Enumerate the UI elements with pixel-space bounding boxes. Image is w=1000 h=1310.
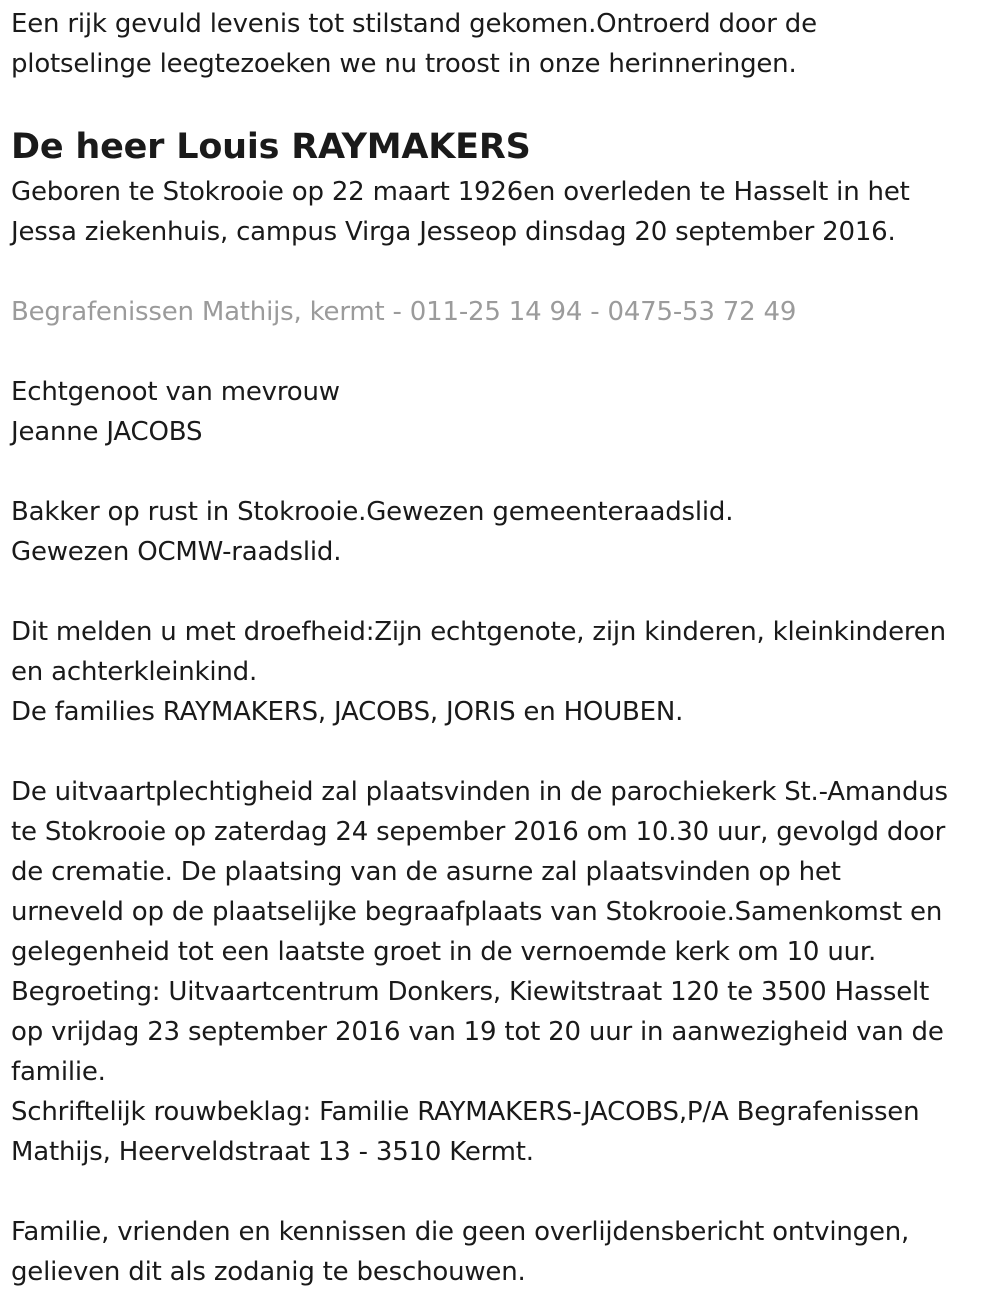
- announcement-paragraph: [11, 612, 995, 732]
- spouse-line: Jeanne JACOBS: [11, 417, 203, 447]
- announcement-line: en achterkleinkind.: [11, 657, 258, 687]
- occupation-paragraph: [11, 492, 995, 572]
- intro-paragraph: [11, 4, 995, 84]
- ceremony-paragraph: [11, 772, 995, 1172]
- funeral-home-contact: Begrafenissen Mathijs, kermt - 011-25 14 94 - 0475-53 72 49: [11, 297, 797, 327]
- birth-death-line: Jessa ziekenhuis, campus Virga Jesseop dinsdag 20 september 2016.: [11, 217, 896, 247]
- birth-death-paragraph: [11, 172, 995, 252]
- closing-line: Familie, vrienden en kennissen die geen overlijdensbericht ontvingen,: [11, 1217, 910, 1247]
- intro-line: plotselinge leegtezoeken we nu troost in onze herinneringen.: [11, 49, 797, 79]
- ceremony-line: De uitvaartplechtigheid zal plaatsvinden in de parochiekerk St.-Amandus: [11, 777, 948, 807]
- occupation-line: Gewezen OCMW-raadslid.: [11, 537, 342, 567]
- ceremony-line: urneveld op de plaatselijke begraafplaats van Stokrooie.Samenkomst en: [11, 897, 943, 927]
- spacer: [11, 332, 995, 372]
- obituary-document: [11, 4, 995, 1292]
- ceremony-line: Mathijs, Heerveldstraat 13 - 3510 Kermt.: [11, 1137, 534, 1167]
- ceremony-line: Begroeting: Uitvaartcentrum Donkers, Kiewitstraat 120 te 3500 Hasselt: [11, 977, 930, 1007]
- spacer: [11, 572, 995, 612]
- ceremony-line: op vrijdag 23 september 2016 van 19 tot 20 uur in aanwezigheid van de: [11, 1017, 944, 1047]
- spouse-line: Echtgenoot van mevrouw: [11, 377, 340, 407]
- closing-line: gelieven dit als zodanig te beschouwen.: [11, 1257, 526, 1287]
- spacer: [11, 452, 995, 492]
- occupation-line: Bakker op rust in Stokrooie.Gewezen gemeenteraadslid.: [11, 497, 734, 527]
- ceremony-line: gelegenheid tot een laatste groet in de vernoemde kerk om 10 uur.: [11, 937, 877, 967]
- announcement-line: De families RAYMAKERS, JACOBS, JORIS en HOUBEN.: [11, 697, 684, 727]
- ceremony-line: familie.: [11, 1057, 106, 1087]
- spacer: [11, 252, 995, 292]
- ceremony-line: de crematie. De plaatsing van de asurne zal plaatsvinden op het: [11, 857, 841, 887]
- intro-line: Een rijk gevuld levenis tot stilstand gekomen.Ontroerd door de: [11, 9, 817, 39]
- ceremony-line: te Stokrooie op zaterdag 24 sepember 2016 om 10.30 uur, gevolgd door: [11, 817, 946, 847]
- closing-paragraph: [11, 1212, 995, 1292]
- spouse-paragraph: [11, 372, 995, 452]
- announcement-line: Dit melden u met droefheid:Zijn echtgenote, zijn kinderen, kleinkinderen: [11, 617, 946, 647]
- birth-death-line: Geboren te Stokrooie op 22 maart 1926en overleden te Hasselt in het: [11, 177, 910, 207]
- deceased-name: De heer Louis RAYMAKERS: [11, 127, 531, 167]
- ceremony-line: Schriftelijk rouwbeklag: Familie RAYMAKERS-JACOBS,P/A Begrafenissen: [11, 1097, 920, 1127]
- spacer: [11, 1172, 995, 1212]
- spacer: [11, 732, 995, 772]
